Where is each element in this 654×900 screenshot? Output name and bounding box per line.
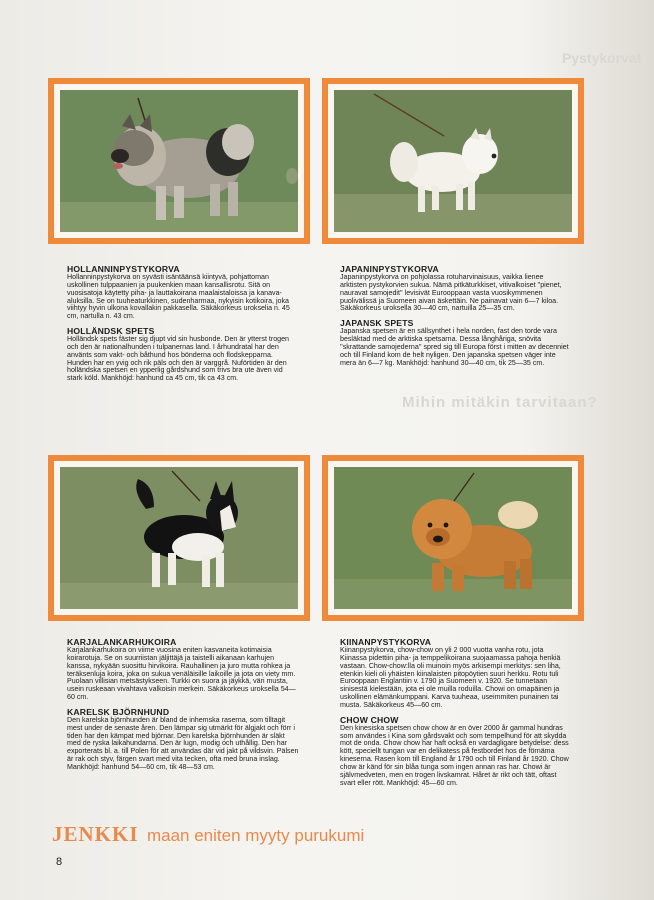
article-title-fi: JAPANINPYSTYKORVA (340, 264, 439, 274)
article-title-sv: JAPANSK SPETS (340, 318, 414, 329)
article-hollanninpystykorva (67, 264, 299, 388)
photo-japanese-spitz (334, 90, 572, 232)
page-number: 8 (56, 856, 63, 868)
article-title-sv: CHOW CHOW (340, 714, 399, 725)
article-title-fi: HOLLANNINPYSTYKORVA (67, 264, 180, 274)
jenkki-advertisement (52, 822, 364, 847)
article-title-sv: HOLLÄNDSK SPETS (67, 326, 155, 337)
photo-keeshond (60, 90, 298, 232)
photo-card-japanese-spitz (322, 78, 584, 244)
article-body-sv: Holländsk spets fäster sig djupt vid sin husbonde. Den är ytterst trogen och den är nationalhunden i tulpanernas land. I århundratal har den använts som vakt- och båthund hos bönderna och flodskepparna. Hunden har en yvig och rik päls och den är varggrå. Nuförtiden är den holländska spetsen en ypperlig gårdshund som trivs bra ute även vid stark köld. Mankhöjd: hanhund ca 45 cm, tik ca 43 cm. (67, 335, 289, 383)
photo-card-keeshond (48, 78, 310, 244)
article-body-fi: Hollanninpystykorva on syvästi isäntäänsä kiintyvä, pohjattoman uskollinen tulppaanien ja puukenkien maan kansallisrotu. Sitä on vuosisatoja käytetty piha- ja lauttakoirana maalaistaloissa ja kanava-aluksilla. Se on tuuheaturkkinen, sudenharmaa, nykyisin kotikoira, joka viihtyy hyvin ulkona kovallakin pakkasella. Säkäkorkeus urokselia n. 45 cm, nartulla n. 43 cm. (67, 273, 290, 321)
article-body-sv: Den kinesiska spetsen chow chow är en över 2000 år gammal hundras som användes i Kina som gårdsvakt och som tempelhund för att skydda mot de onda. Chow chow har haft också en vardagligare betydelse: dess kött, speciellt tungan var en delikatess på festbordet hos de förnäma kineserna. Rasen kom till England år 1790 och till Finland år 1920. Chow chow är känd för sin blåa tunga som ingen annan ras har. Chowi är självmedveten, men en trogen livskamrat. Håret är rikt och tätt, oftast svart eller rött. Mankhöjd: 45—60 cm. (340, 723, 569, 787)
ad-slogan: maan eniten myyty purukumi (146, 826, 365, 845)
article-body-sv: Den karelska björnhunden är bland de inhemska raserna, som tilltagit mest under de senaste åren. Den lämpar sig utmärkt för älgjakt och förr i tiden har den kämpat med björnar. Den karelska björnhunden är släkt med de ryska laikahundarna. Den är lugn, modig och uthållig. Den har exporterats bl. a. till Polen för att användas där vid jakt på vildsvin. Pälsen är rak och styv, färgen svart med vita tecken, ofta med bruna inslag. Mankhöjd: hanhund 54—60 cm, tik 48—53 cm. (67, 715, 299, 771)
article-title-fi: KARJALANKARHUKOIRA (67, 637, 177, 647)
photo-chow-chow (334, 467, 572, 609)
photo-card-karelian-bear-dog (48, 455, 310, 621)
article-japaninpystykorva (340, 264, 572, 372)
article-title-sv: KARELSK BJÖRNHUND (67, 706, 170, 717)
article-body-fi: Kiinanpystykorva, chow-chow on yli 2 000 vuotta vanha rotu, jota Kiinassa pidettiin piha- ja temppelikoirana suojaamassa pahoja henkiä vastaan. Chow-chow:lla oli muinoin myös arkisempi merkitys: sen liha, etenkin kieli oli yhäisten kiinalaisten pitopöytien suuri herkku. Rotu tuli Eurooppaan Englantiin v. 1790 ja Suomeen v. 1920. Se tunnetaan sinisestä kielestään, jota ei ole muilla roduilla. Chowi on omapäinen ja uskollinen elämänkumppani. Karva tuuheaa, useimmiten punainen tai musta. Säkäkorkeus 45—60 cm. (340, 646, 561, 709)
photo-karelian-bear-dog (60, 467, 298, 609)
article-body-fi: Karjalankarhukoira on viime vuosina eniten kasvaneita kotimaisia koirarotuja. Se on suurriistan jäljittäjä ja taistelli aikanaan karhujen kanssa, nykyään suosittu hirvikoira. Rauhallinen ja juro mutta rohkea ja teräksenluja koira, joka on sukua venäläisille laikoille ja jota on viety mm. Puolaan villisian metsästykseen. Turkki on suora ja jäykkä, väri musta, usein ruskeaan vivahtava valkoisin merkein. Säkäkorkeus uroksella 54—60 cm. (67, 646, 296, 702)
article-kiinanpystykorva (340, 637, 572, 793)
photo-card-chow-chow (322, 455, 584, 621)
article-karjalankarhukoira (67, 637, 299, 777)
bleed-through-heading-mid: Mihin mitäkin tarvitaan? (402, 394, 598, 411)
bleed-through-heading-top: Pystykorvat (562, 50, 642, 66)
article-body-fi: Japaninpystykorva on pohjolassa rotuharvinaisuus, vaikka lienee arktisten pystykorvien sukua. Nämä pitkäturkkiset, vitivalkoiset ''pienet, nauravat samojedit'' levisivät Eurooppaan vasta vuosikymmenen puolivälissä ja Suomeen aivan äskettäin. Ne painavat vain 6—7 kiloa. Säkäkorkeus uroksella 30—40 cm, nartuilla 25—35 cm. (340, 273, 562, 313)
article-body-sv: Japanska spetsen är en sällsynthet i hela norden, fast den torde vara besläktad med de arktiska spetsarna. Dessa långhåriga, snövita ''skrattande samojederna'' spred sig till Europa först i mitten av decenniet och till Finland kom de helt nyligen. Den japanska spetsen väger inte mera än 6—7 kg. Mankhöjd: hanhund 30—40 cm, tik 25—35 cm. (340, 327, 569, 367)
ad-brand-name: JENKKI (52, 822, 139, 846)
article-title-fi: KIINANPYSTYKORVA (340, 637, 432, 647)
